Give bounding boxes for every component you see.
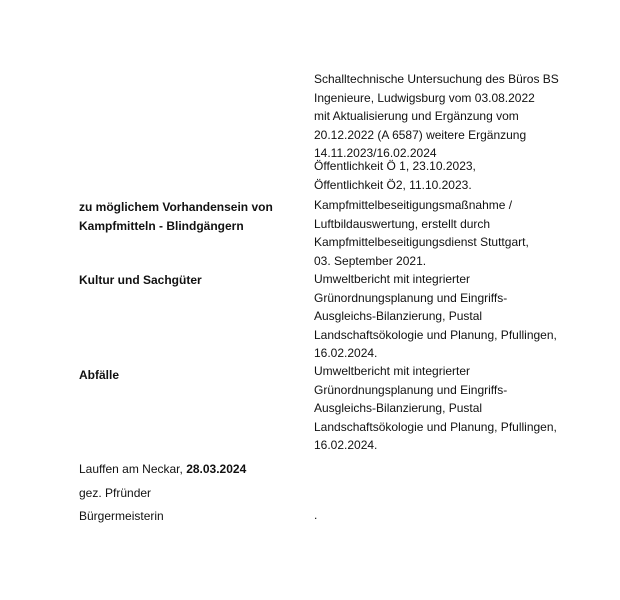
public-participation-text: Öffentlichkeit Ö 1, 23.10.2023, Öffentlichkeit Ö2, 11.10.2023. xyxy=(314,159,476,192)
row-label-kampfmittel: zu möglichem Vorhandensein von Kampfmitteln - Blindgängern xyxy=(79,200,273,233)
trailing-dot: . xyxy=(314,508,318,522)
signature-text: gez. Pfründer xyxy=(79,486,152,500)
place-text: Lauffen am Neckar, xyxy=(79,462,183,476)
row-text-kampfmittel: Kampfmittelbeseitigungsmaßnahme / Luftbildauswertung, erstellt durch Kampfmittelbeseitigungsdienst Stuttgart, 03. September 2021. xyxy=(314,198,529,268)
date-text: 28.03.2024 xyxy=(186,462,247,476)
row-text-abfaelle: Umweltbericht mit integrierter Grünordnungsplanung und Eingriffs- Ausgleichs-Bilanzierung, Pustal Landschaftsökologie und Planung, Pfullingen, 16.02.2024. xyxy=(314,364,557,453)
row-label-abfaelle: Abfälle xyxy=(79,368,120,382)
study-reference-text: Schalltechnische Untersuchung des Büros BS Ingenieure, Ludwigsburg vom 03.08.2022 mit Aktualisierung und Ergänzung vom 20.12.2022 (A 6587) weitere Ergänzung 14.11.2023/16.02.2024 xyxy=(314,72,559,161)
row-label-kultur-sachgueter: Kultur und Sachgüter xyxy=(79,273,202,287)
row-text-kultur-sachgueter: Umweltbericht mit integrierter Grünordnungsplanung und Eingriffs- Ausgleichs-Bilanzierung, Pustal Landschaftsökologie und Planung, Pfullingen, 16.02.2024. xyxy=(314,272,557,361)
place-date-line xyxy=(79,460,246,479)
role-text: Bürgermeisterin xyxy=(79,509,164,523)
